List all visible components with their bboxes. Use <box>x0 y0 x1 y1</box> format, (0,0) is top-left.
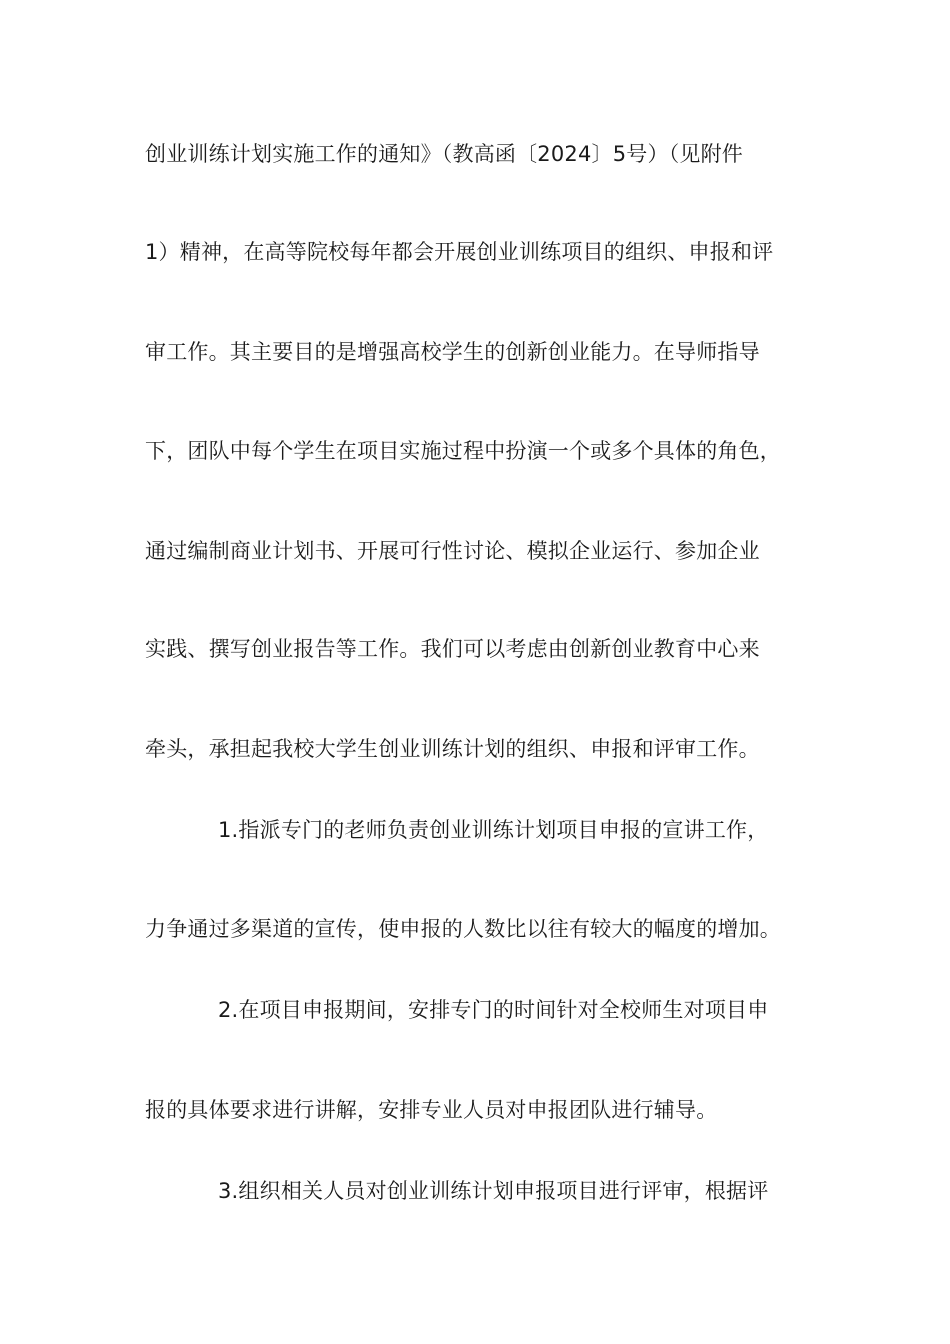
text-line: 1）精神，在高等院校每年都会开展创业训练项目的组织、申报和评 <box>145 240 774 264</box>
list-item-1: 1.指派专门的老师负责创业训练计划项目申报的宣讲工作， <box>218 818 769 842</box>
list-item-3: 3.组织相关人员对创业训练计划申报项目进行评审，根据评 <box>218 1179 769 1203</box>
list-item-2: 2.在项目申报期间，安排专门的时间针对全校师生对项目申 <box>218 998 769 1022</box>
text-line: 实践、撰写创业报告等工作。我们可以考虑由创新创业教育中心来 <box>145 637 760 661</box>
text-line: 报的具体要求进行讲解，安排专业人员对申报团队进行辅导。 <box>145 1098 718 1122</box>
text-line: 下，团队中每个学生在项目实施过程中扮演一个或多个具体的角色， <box>145 439 781 463</box>
text-line: 力争通过多渠道的宣传，使申报的人数比以往有较大的幅度的增加。 <box>145 917 781 941</box>
text-line: 审工作。其主要目的是增强高校学生的创新创业能力。在导师指导 <box>145 340 760 364</box>
text-line: 创业训练计划实施工作的通知》（教高函〔2024〕5号）（见附件 <box>145 142 744 166</box>
text-line: 通过编制商业计划书、开展可行性讨论、模拟企业运行、参加企业 <box>145 539 760 563</box>
text-line: 牵头，承担起我校大学生创业训练计划的组织、申报和评审工作。 <box>145 737 760 761</box>
